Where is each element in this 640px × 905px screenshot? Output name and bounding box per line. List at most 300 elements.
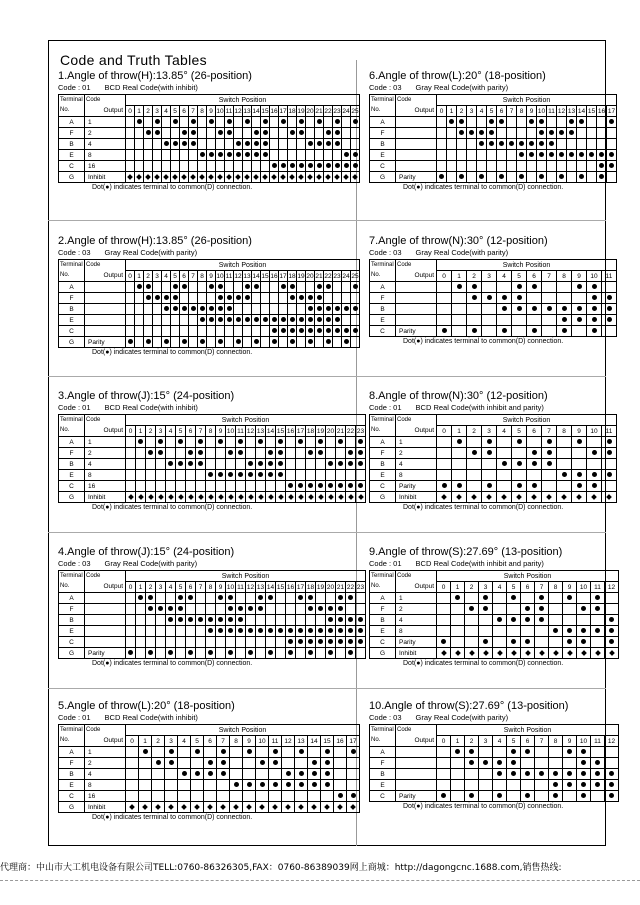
dot-mark (200, 339, 205, 344)
dot-mark (317, 141, 322, 146)
position-cell (549, 604, 563, 615)
position-cell (279, 304, 288, 315)
position-cell (342, 315, 351, 326)
position-number: 1 (136, 582, 146, 593)
code-cell: Parity (85, 648, 126, 659)
diamond-mark (288, 494, 294, 500)
position-cell (136, 459, 146, 470)
position-number: 7 (217, 736, 230, 747)
table-row (370, 326, 617, 337)
code-description: Gray Real Code(with parity) (415, 713, 509, 722)
dot-mark (198, 450, 203, 455)
position-cell (342, 293, 351, 304)
position-cell (295, 769, 308, 780)
position-cell (266, 470, 276, 481)
dot-mark (182, 130, 187, 135)
dot-mark (335, 317, 340, 322)
position-cell (542, 282, 557, 293)
position-cell (126, 481, 136, 492)
position-cell (297, 337, 306, 348)
position-cell (346, 626, 356, 637)
dot-mark (483, 639, 488, 644)
position-number: 23 (356, 427, 365, 435)
diamond-mark (188, 494, 194, 500)
position-cell (306, 593, 316, 604)
position-cell (146, 593, 156, 604)
dot-mark (502, 328, 507, 333)
position-number: 15 (587, 107, 596, 115)
position-cell (243, 172, 252, 183)
code-cell: 4 (396, 615, 437, 626)
position-cell (465, 780, 479, 791)
position-cell (225, 172, 234, 183)
position-cell (437, 648, 451, 659)
diamond-mark (358, 494, 364, 500)
position-cell (286, 615, 296, 626)
position-cell (135, 139, 144, 150)
dot-mark (472, 284, 477, 289)
position-number: 3 (467, 106, 477, 117)
position-cell (243, 758, 256, 769)
position-cell (563, 780, 577, 791)
position-cell (457, 117, 467, 128)
dot-mark (182, 284, 187, 289)
position-cell (465, 758, 479, 769)
position-cell (497, 282, 512, 293)
position-cell (333, 128, 342, 139)
output-header: Output (85, 271, 126, 282)
dot-mark (195, 771, 200, 776)
diamond-mark (129, 804, 135, 810)
position-cell (162, 117, 171, 128)
position-cell (467, 326, 482, 337)
terminal-cell: B (370, 304, 396, 315)
dot-mark (348, 450, 353, 455)
dot-mark (599, 152, 604, 157)
position-cell (482, 492, 497, 503)
position-cell (286, 481, 296, 492)
dot-mark (308, 317, 313, 322)
table-row (59, 326, 360, 337)
position-cell (256, 626, 266, 637)
position-cell (557, 139, 567, 150)
table-header-row (59, 736, 360, 747)
position-cell (306, 282, 315, 293)
dot-mark (290, 317, 295, 322)
position-cell (542, 304, 557, 315)
dot-mark (188, 617, 193, 622)
position-cell (535, 780, 549, 791)
dot-mark (497, 771, 502, 776)
position-cell (296, 437, 306, 448)
position-cell (266, 492, 276, 503)
position-cell (549, 791, 563, 802)
dot-mark (254, 130, 259, 135)
position-cell (261, 337, 270, 348)
position-number: 17 (347, 736, 360, 747)
table-row (370, 492, 617, 503)
dot-mark (497, 793, 502, 798)
table-header-row (370, 415, 617, 426)
position-number: 15 (276, 583, 285, 591)
dot-mark (318, 483, 323, 488)
diamond-mark (246, 804, 252, 810)
position-number: 8 (206, 582, 216, 593)
position-cell (321, 769, 334, 780)
position-number: 16 (286, 427, 295, 435)
dot-mark (487, 439, 492, 444)
position-cell (225, 161, 234, 172)
position-cell (286, 470, 296, 481)
position-cell (230, 747, 243, 758)
dot-mark (227, 295, 232, 300)
position-cell (572, 315, 587, 326)
position-cell (605, 747, 619, 758)
dot-mark (318, 439, 323, 444)
position-cell (479, 626, 493, 637)
position-cell (342, 128, 351, 139)
code-cell (85, 593, 126, 604)
position-cell (252, 172, 261, 183)
position-cell (336, 470, 346, 481)
position-number: 5 (171, 106, 180, 117)
position-cell (186, 615, 196, 626)
position-cell (333, 172, 342, 183)
position-cell (186, 437, 196, 448)
position-cell (136, 492, 146, 503)
position-cell (572, 481, 587, 492)
dot-mark (353, 328, 358, 333)
dot-mark (308, 483, 313, 488)
dot-mark (338, 595, 343, 600)
code-cell: Parity (396, 481, 437, 492)
diamond-mark (591, 494, 597, 500)
position-cell (333, 315, 342, 326)
dot-mark (218, 628, 223, 633)
position-cell (557, 304, 572, 315)
table-row (59, 282, 360, 293)
table-row (370, 615, 619, 626)
diamond-mark (318, 494, 324, 500)
diamond-mark (168, 494, 174, 500)
position-number: 7 (507, 106, 517, 117)
position-cell (521, 637, 535, 648)
dot-mark (248, 472, 253, 477)
position-cell (512, 282, 527, 293)
dot-mark (607, 317, 612, 322)
truth-table (58, 94, 360, 183)
position-cell (497, 304, 512, 315)
dot-mark (268, 472, 273, 477)
code-label: Code : 01 (58, 83, 91, 92)
position-cell (587, 293, 602, 304)
dot-mark (228, 617, 233, 622)
code-cell: 1 (85, 117, 126, 128)
position-cell (198, 315, 207, 326)
position-cell (165, 747, 178, 758)
dot-mark (272, 163, 277, 168)
dot-mark (595, 628, 600, 633)
terminal-cell: B (59, 304, 85, 315)
position-cell (256, 791, 269, 802)
position-number: 19 (297, 107, 305, 115)
dot-mark (348, 595, 353, 600)
dot-mark (517, 483, 522, 488)
position-cell (279, 161, 288, 172)
table-row (59, 769, 360, 780)
position-cell (306, 492, 316, 503)
position-cell (135, 161, 144, 172)
dot-mark (298, 439, 303, 444)
position-number: 2 (467, 271, 482, 282)
position-cell (153, 117, 162, 128)
position-cell (467, 117, 477, 128)
dot-mark (325, 782, 330, 787)
position-cell (542, 293, 557, 304)
position-cell (591, 604, 605, 615)
position-cell (605, 648, 619, 659)
position-cell (487, 117, 497, 128)
position-cell (256, 648, 266, 659)
position-cell (153, 139, 162, 150)
dot-mark (238, 617, 243, 622)
dot-mark (218, 472, 223, 477)
position-number: 10 (256, 736, 269, 747)
code-cell: Inhibit (85, 492, 126, 503)
position-cell (297, 326, 306, 337)
diamond-mark (217, 174, 223, 180)
connection-note: Dot(●) indicates terminal to common(D) connection. (92, 814, 253, 821)
footer-text: 代理商：中山市大工机电设备有限公司TELL:0760-86326305,FAX：0760-86389039网上商城：http://dagongcnc.1688.com,销售热线: (0, 863, 562, 873)
dot-mark (173, 119, 178, 124)
position-cell (333, 282, 342, 293)
connection-note: Dot(●) indicates terminal to common(D) connection. (403, 184, 564, 191)
position-cell (336, 593, 346, 604)
dot-mark (258, 628, 263, 633)
position-cell (452, 315, 467, 326)
position-cell (269, 769, 282, 780)
dot-mark (238, 439, 243, 444)
position-cell (542, 315, 557, 326)
position-cell (216, 128, 225, 139)
position-cell (315, 326, 324, 337)
position-cell (451, 791, 465, 802)
table-header-row (370, 95, 617, 106)
position-cell (549, 758, 563, 769)
position-cell (457, 150, 467, 161)
dot-mark (209, 284, 214, 289)
position-number: 15 (321, 736, 334, 747)
position-cell (587, 470, 602, 481)
position-cell (276, 626, 286, 637)
dot-mark (299, 317, 304, 322)
table-row (370, 293, 617, 304)
switch-position-header: Switch Position (437, 725, 619, 736)
position-cell (225, 128, 234, 139)
position-cell (226, 481, 236, 492)
dot-mark (338, 639, 343, 644)
position-cell (217, 780, 230, 791)
position-cell (207, 139, 216, 150)
position-number: 2 (144, 106, 153, 117)
position-number: 13 (243, 107, 251, 115)
position-cell (497, 172, 507, 183)
diamond-mark (337, 804, 343, 810)
position-cell (166, 637, 176, 648)
position-cell (279, 326, 288, 337)
position-cell (246, 437, 256, 448)
position-cell (126, 161, 135, 172)
diamond-mark (262, 174, 268, 180)
position-cell (279, 117, 288, 128)
dot-mark (609, 793, 614, 798)
position-cell (591, 791, 605, 802)
code-cell: 16 (85, 791, 126, 802)
position-cell (451, 769, 465, 780)
position-cell (236, 470, 246, 481)
dot-mark (592, 317, 597, 322)
dot-mark (168, 650, 173, 655)
position-cell (225, 304, 234, 315)
dot-mark (549, 141, 554, 146)
position-cell (126, 747, 139, 758)
position-number: 14 (252, 272, 260, 280)
position-cell (178, 791, 191, 802)
position-cell (243, 326, 252, 337)
position-cell (336, 648, 346, 659)
dot-mark (263, 317, 268, 322)
position-cell (315, 315, 324, 326)
section-code-line (369, 403, 617, 413)
position-cell (308, 780, 321, 791)
terminal-cell: F (370, 128, 396, 139)
section-code-line (369, 248, 617, 258)
code-header: Code (396, 725, 437, 736)
position-cell (156, 492, 166, 503)
dot-mark (577, 317, 582, 322)
position-cell (196, 637, 206, 648)
code-cell (85, 304, 126, 315)
switch-position-header: Switch Position (126, 725, 360, 736)
position-cell (171, 172, 180, 183)
position-cell (225, 326, 234, 337)
position-number: 23 (356, 583, 365, 591)
section-code-line (369, 559, 619, 569)
position-cell (225, 139, 234, 150)
position-cell (452, 326, 467, 337)
position-number: 14 (266, 427, 275, 435)
dot-mark (254, 284, 259, 289)
position-cell (152, 780, 165, 791)
position-number: 2 (457, 106, 467, 117)
row-divider (48, 688, 606, 689)
dot-mark (358, 617, 363, 622)
dot-mark (173, 306, 178, 311)
position-number: 23 (333, 107, 341, 115)
no-header: No. (59, 582, 85, 593)
position-cell (189, 161, 198, 172)
position-cell (270, 128, 279, 139)
position-cell (186, 470, 196, 481)
position-cell (336, 615, 346, 626)
position-cell (334, 747, 347, 758)
position-cell (176, 492, 186, 503)
dot-mark (559, 174, 564, 179)
position-cell (226, 448, 236, 459)
dot-mark (290, 130, 295, 135)
position-cell (591, 637, 605, 648)
dot-mark (338, 439, 343, 444)
dot-mark (325, 749, 330, 754)
position-cell (467, 481, 482, 492)
position-cell (156, 448, 166, 459)
position-cell (512, 492, 527, 503)
dot-mark (298, 483, 303, 488)
table-row (59, 492, 366, 503)
dot-mark (178, 595, 183, 600)
position-cell (316, 626, 326, 637)
position-cell (269, 802, 282, 813)
page-title: Code and Truth Tables (60, 52, 207, 68)
position-cell (306, 459, 316, 470)
position-cell (216, 150, 225, 161)
diamond-mark (511, 650, 517, 656)
position-number: 14 (577, 107, 586, 115)
position-cell (256, 747, 269, 758)
dot-mark (236, 317, 241, 322)
position-cell (139, 791, 152, 802)
dot-mark (209, 119, 214, 124)
section-title: 8.Angle of throw(N):30° (12-position) (369, 390, 548, 402)
position-cell (306, 150, 315, 161)
table-row (59, 459, 366, 470)
position-cell (236, 448, 246, 459)
code-label: Code : 03 (369, 248, 402, 257)
position-cell (171, 128, 180, 139)
dot-mark (595, 771, 600, 776)
position-cell (126, 648, 136, 659)
table-row (59, 637, 366, 648)
dot-mark (200, 152, 205, 157)
dot-mark (539, 130, 544, 135)
position-cell (321, 758, 334, 769)
position-number: 15 (261, 107, 269, 115)
position-number: 14 (308, 736, 321, 747)
position-cell (206, 459, 216, 470)
dot-mark (228, 606, 233, 611)
position-cell (243, 802, 256, 813)
position-cell (447, 139, 457, 150)
position-cell (276, 615, 286, 626)
table-row (370, 150, 617, 161)
position-number: 10 (577, 582, 591, 593)
position-cell (547, 150, 557, 161)
position-number: 5 (512, 426, 527, 437)
position-cell (351, 337, 360, 348)
position-number: 22 (346, 583, 355, 591)
position-cell (196, 648, 206, 659)
no-header: No. (59, 106, 85, 117)
dot-mark (299, 130, 304, 135)
position-cell (326, 492, 336, 503)
position-cell (297, 304, 306, 315)
position-cell (479, 648, 493, 659)
section-code-line (369, 83, 617, 93)
position-cell (196, 604, 206, 615)
position-cell (512, 481, 527, 492)
section-title: 5.Angle of throw(L):20° (18-position) (58, 700, 235, 712)
position-cell (591, 626, 605, 637)
